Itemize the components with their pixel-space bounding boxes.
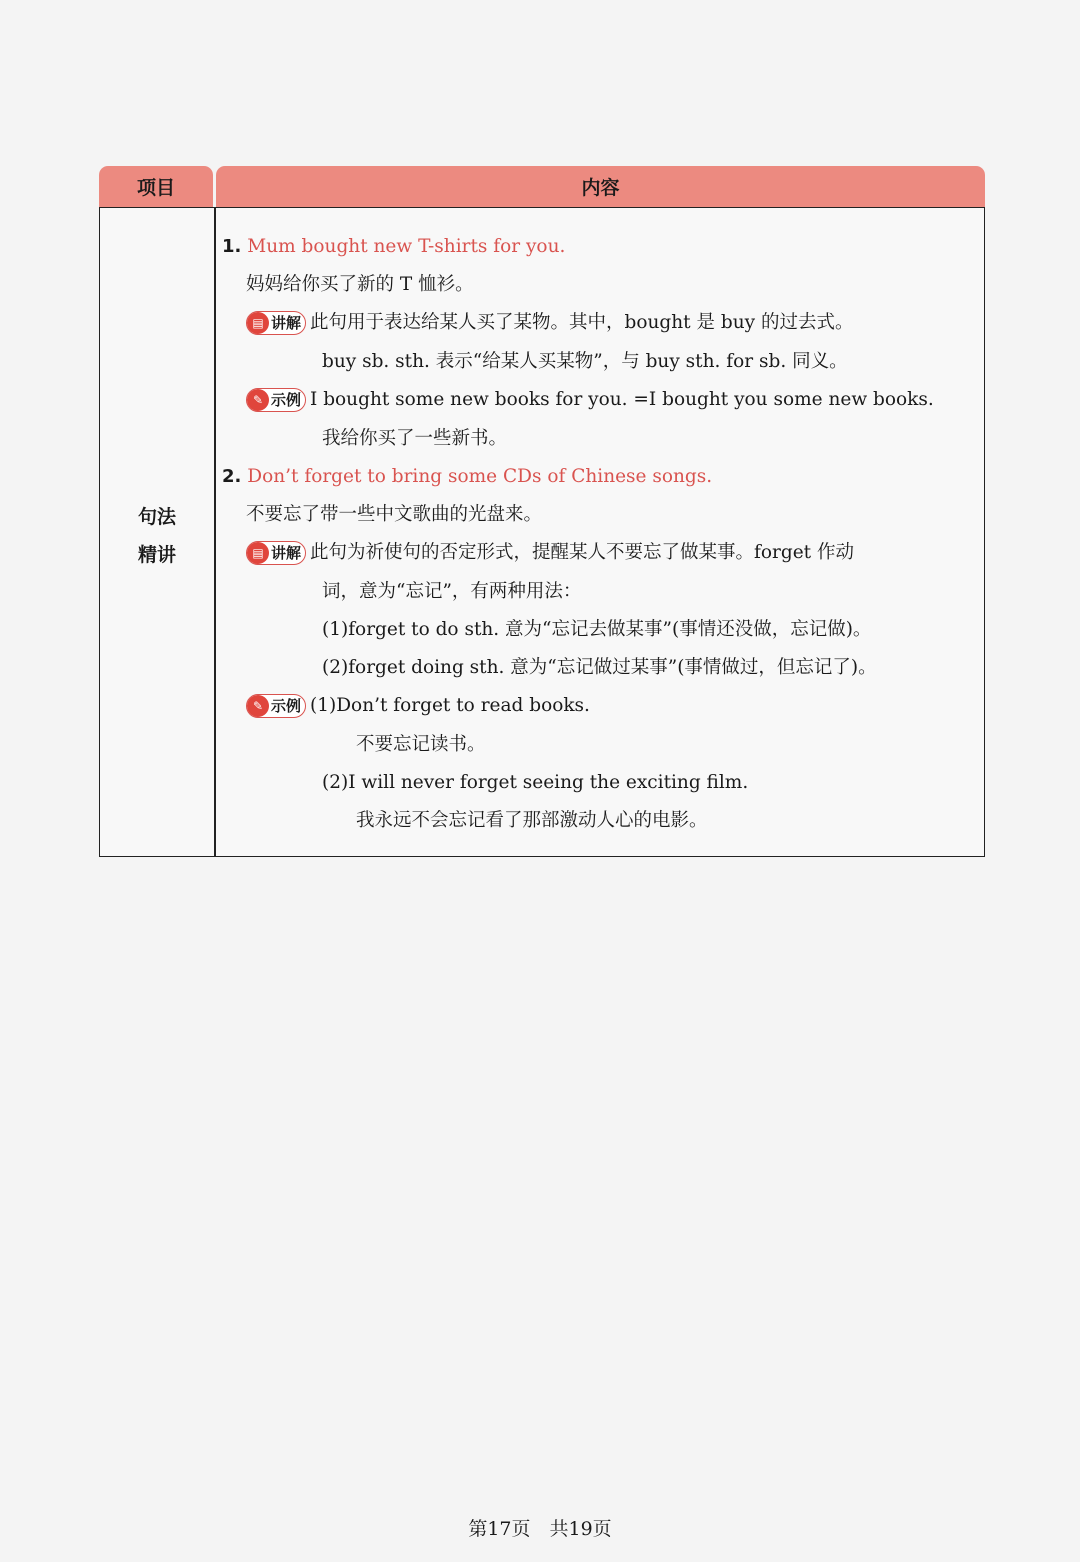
explain-badge [246, 311, 306, 335]
book-icon: ▤ [247, 542, 269, 564]
item2-explain-line2: 词，意为“忘记”，有两种用法： [322, 581, 582, 602]
item1-example-line2: 我给你买了一些新书。 [322, 428, 508, 449]
pen-icon: ✎ [247, 389, 269, 411]
category-cell [100, 498, 214, 574]
page-number: 第17页 共19页 [468, 1518, 612, 1540]
item2-explain-text1: 此句为祈使句的否定形式，提醒某人不要忘了做某事。forget 作动 [310, 542, 854, 563]
category-line1: 句法 [137, 506, 176, 528]
example-badge [246, 388, 306, 412]
item1-example-line1 [246, 388, 934, 412]
explain-badge-label: 讲解 [271, 314, 302, 332]
item1-sentence: Mum bought new T-shirts for you. [247, 236, 566, 257]
item2-translation: 不要忘了带一些中文歌曲的光盘来。 [246, 504, 543, 525]
item2-example-text1: (1)Don’t forget to read books. [310, 695, 590, 716]
header-content: 内容 [216, 166, 985, 207]
item2-sentence-line [222, 465, 712, 489]
item1-explain-text1: 此句用于表达给某人买了某物。其中，bought 是 buy 的过去式。 [310, 312, 854, 333]
item1-explain-line2: buy sb. sth. 表示“给某人买某物”，与 buy sth. for sb. 同义。 [322, 351, 848, 372]
item2-number: 2. [222, 466, 242, 487]
item2-example-line2: 不要忘记读书。 [356, 734, 486, 755]
item1-example-text1: I bought some new books for you. =I bought you some new books. [310, 389, 934, 410]
item2-explain-line3: (1)forget to do sth. 意为“忘记去做某事”(事情还没做，忘记做)。 [322, 619, 872, 640]
grammar-table [99, 166, 985, 857]
pen-icon: ✎ [247, 695, 269, 717]
item2-sentence: Don’t forget to bring some CDs of Chinese songs. [247, 466, 713, 487]
item1-translation: 妈妈给你买了新的 T 恤衫。 [246, 274, 474, 295]
item2-example-line3: (2)I will never forget seeing the exciting film. [322, 772, 749, 793]
example-badge-label: 示例 [271, 391, 302, 409]
explain-badge [246, 541, 306, 565]
item2-example-line4: 我永远不会忘记看了那部激动人心的电影。 [356, 810, 708, 831]
item1-sentence-line [222, 235, 565, 259]
item1-number: 1. [222, 236, 242, 257]
table-body [99, 207, 985, 857]
example-badge-label: 示例 [271, 697, 302, 715]
category-line2: 精讲 [137, 544, 176, 566]
header-item: 项目 [99, 166, 213, 207]
explain-badge-label: 讲解 [271, 544, 302, 562]
item1-explain-line1 [246, 311, 853, 335]
item2-explain-line4: (2)forget doing sth. 意为“忘记做过某事”(事情做过，但忘记了)。 [322, 657, 877, 678]
column-divider [214, 208, 216, 856]
item2-explain-line1 [246, 541, 854, 565]
example-badge [246, 694, 306, 718]
item2-example-line1 [246, 694, 590, 718]
book-icon: ▤ [247, 312, 269, 334]
